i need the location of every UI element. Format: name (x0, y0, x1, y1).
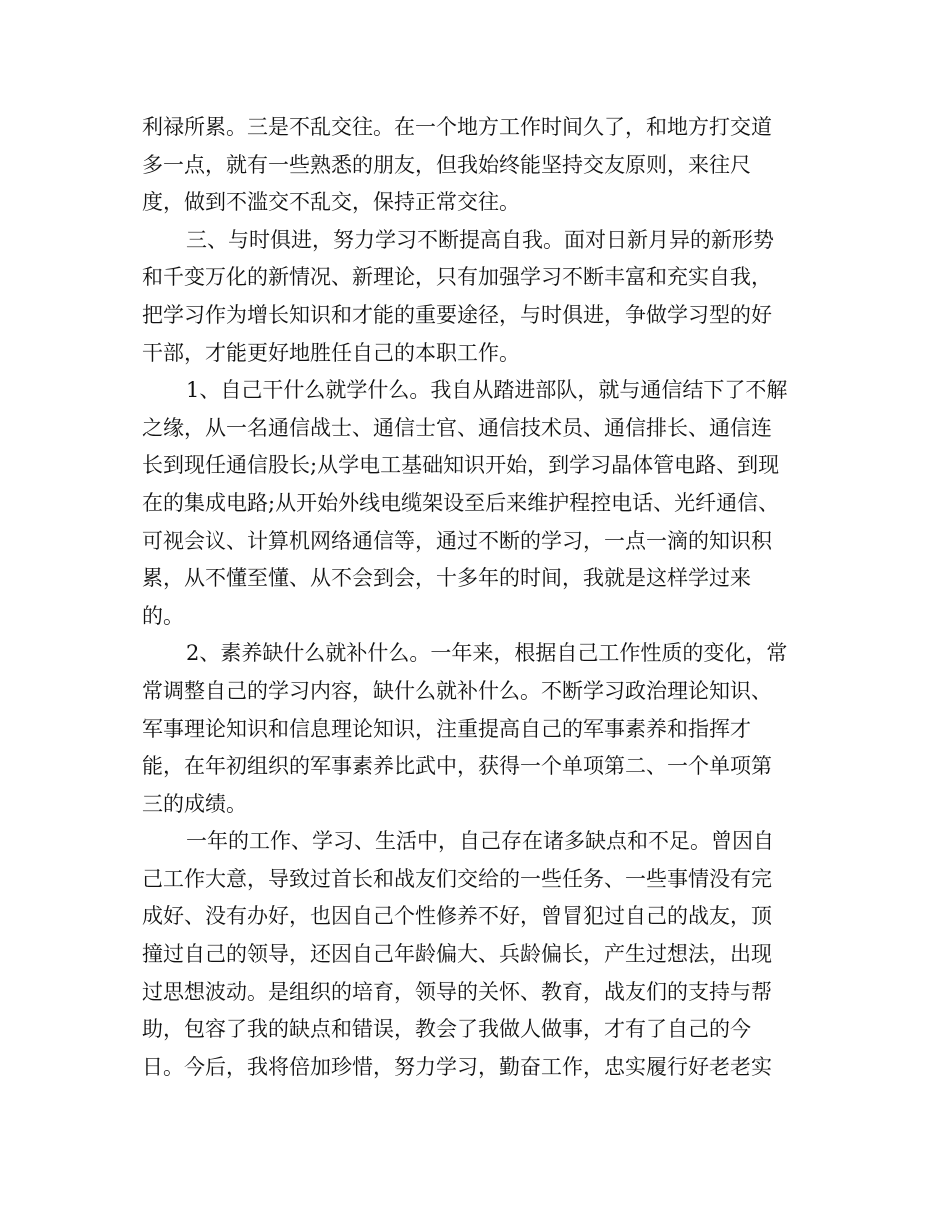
text-line: 多一点，就有一些熟悉的朋友，但我始终能坚持交友原则，来往尺 (142, 152, 751, 177)
text-line: 1、自己干什么就学什么。我自从踏进部队，就与通信结下了不解 (186, 378, 788, 403)
text-line: 把学习作为增长知识和才能的重要途径，与时俱进，争做学习型的好 (142, 302, 772, 327)
text-line: 和千变万化的新情况、新理论，只有加强学习不断丰富和充实自我， (142, 265, 772, 290)
text-line: 一年的工作、学习、生活中，自己存在诸多缺点和不足。曾因自 (186, 829, 774, 854)
text-line: 己工作大意，导致过首长和战友们交给的一些任务、一些事情没有完 (142, 866, 772, 891)
text-line: 的。 (142, 603, 184, 628)
text-line: 可视会议、计算机网络通信等，通过不断的学习，一点一滴的知识积 (142, 528, 772, 553)
text-line: 能，在年初组织的军事素养比武中，获得一个单项第二、一个单项第 (142, 754, 772, 779)
text-line: 助，包容了我的缺点和错误，教会了我做人做事，才有了自己的今 (142, 1017, 751, 1042)
text-line: 累，从不懂至懂、从不会到会，十多年的时间，我就是这样学过来 (142, 566, 751, 591)
text-line: 撞过自己的领导，还因自己年龄偏大、兵龄偏长，产生过想法，出现 (142, 942, 772, 967)
text-line: 利禄所累。三是不乱交往。在一个地方工作时间久了，和地方打交道 (142, 115, 772, 139)
text-line: 三、与时俱进，努力学习不断提高自我。面对日新月异的新形势 (186, 227, 774, 252)
text-line: 过思想波动。是组织的培育，领导的关怀、教育，战友们的支持与帮 (142, 979, 772, 1004)
text-line: 成好、没有办好，也因自己个性修养不好，曾冒犯过自己的战友，顶 (142, 904, 772, 929)
text-line: 在的集成电路;从开始外线电缆架设至后来维护程控电话、光纤通信、 (142, 490, 780, 515)
text-line: 之缘，从一名通信战士、通信士官、通信技术员、通信排长、通信连 (142, 415, 772, 440)
text-line: 日。今后，我将倍加珍惜，努力学习，勤奋工作，忠实履行好老老实 (142, 1054, 772, 1079)
text-line: 度，做到不滥交不乱交，保持正常交往。 (142, 190, 520, 215)
text-line: 军事理论知识和信息理论知识，注重提高自己的军事素养和指挥才 (142, 716, 751, 741)
text-line: 2、素养缺什么就补什么。一年来，根据自己工作性质的变化，常 (186, 641, 788, 666)
text-line: 三的成绩。 (142, 791, 247, 816)
document-body (142, 109, 810, 1086)
text-line: 常调整自己的学习内容，缺什么就补什么。不断学习政治理论知识、 (142, 678, 772, 703)
text-line: 长到现任通信股长;从学电工基础知识开始，到学习晶体管电路、到现 (142, 453, 780, 478)
text-line: 干部，才能更好地胜任自己的本职工作。 (142, 340, 520, 365)
